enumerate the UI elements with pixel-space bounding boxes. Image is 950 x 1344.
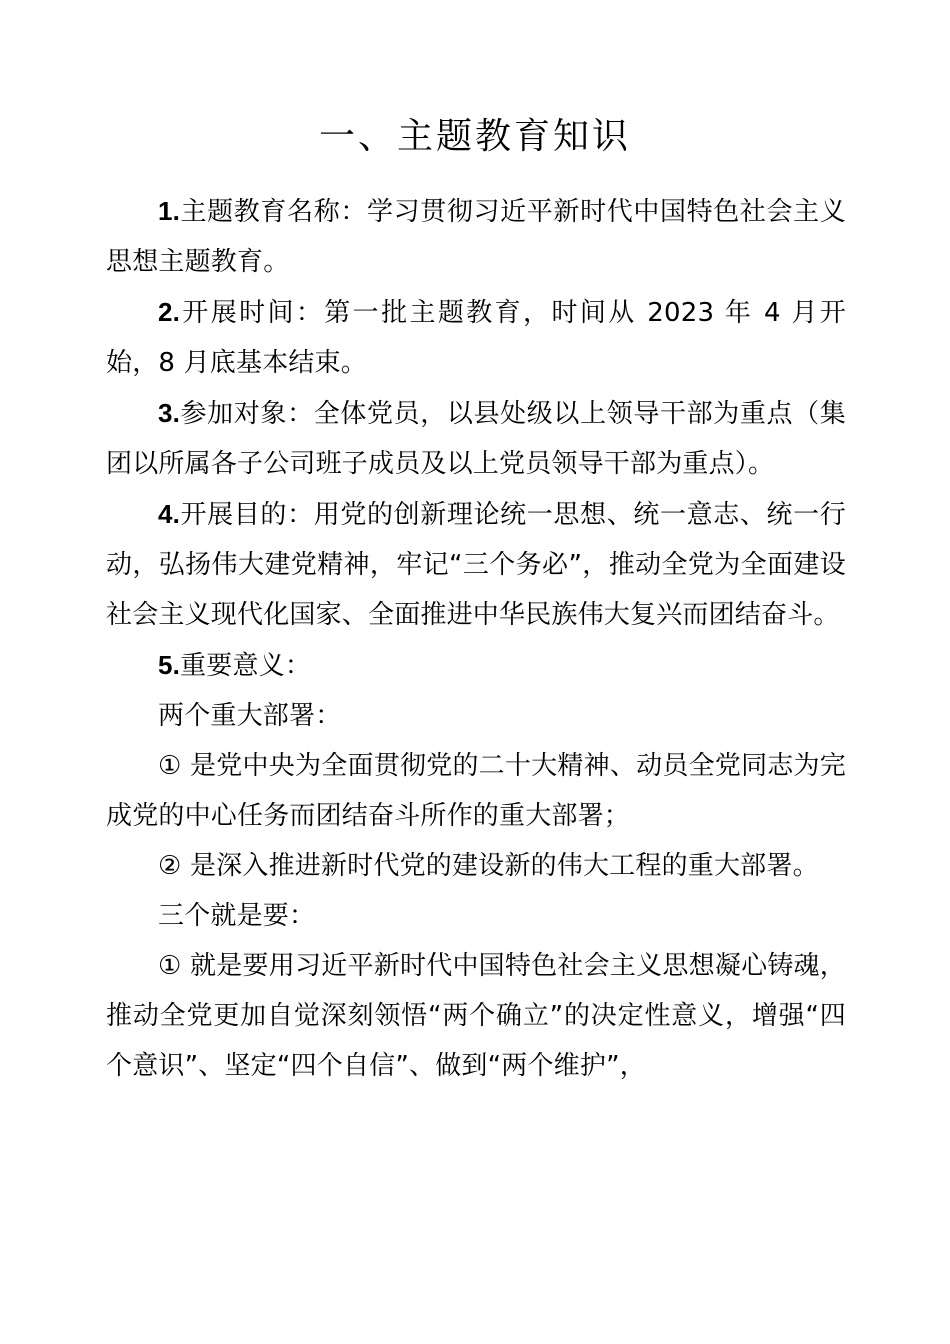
paragraph-number: 1.	[158, 196, 181, 226]
paragraph-text: ② 是深入推进新时代党的建设新的伟大工程的重大部署。	[158, 851, 819, 881]
paragraph-text: 重要意义：	[180, 651, 312, 681]
paragraph-text: 两个重大部署：	[158, 701, 342, 731]
paragraph-name	[106, 186, 846, 287]
paragraph-text: ① 就是要用习近平新时代中国特色社会主义思想凝心铸魂，推动全党更加自觉深刻领悟“两个确立”的决定性意义，增强“四个意识”、坚定“四个自信”、做到“两个维护”，	[106, 951, 846, 1081]
paragraph-two-deployments	[106, 691, 846, 741]
paragraph-significance	[106, 640, 846, 691]
paragraph-text: 开展时间：第一批主题教育，时间从 2023 年 4 月开始，8 月底基本结束。	[106, 298, 846, 378]
paragraph-text: 开展目的：用党的创新理论统一思想、统一意志、统一行动，弘扬伟大建党精神，牢记“三个务必”，推动全党为全面建设社会主义现代化国家、全面推进中华民族伟大复兴而团结奋斗。	[106, 500, 846, 630]
paragraph-must-1	[106, 941, 846, 1091]
paragraph-time	[106, 287, 846, 388]
paragraph-number: 2.	[158, 297, 181, 327]
paragraph-purpose	[106, 489, 846, 640]
paragraph-text: 三个就是要：	[158, 901, 316, 931]
paragraph-participants	[106, 388, 846, 489]
paragraph-three-musts	[106, 891, 846, 941]
paragraph-text: 主题教育名称：学习贯彻习近平新时代中国特色社会主义思想主题教育。	[106, 197, 846, 277]
document-body	[106, 186, 846, 1091]
paragraph-text: 参加对象：全体党员，以县处级以上领导干部为重点（集团以所属各子公司班子成员及以上党员领导干部为重点）。	[106, 399, 846, 479]
paragraph-number: 4.	[158, 499, 181, 529]
paragraph-number: 3.	[158, 398, 181, 428]
paragraph-number: 5.	[158, 650, 181, 680]
paragraph-deployment-1	[106, 741, 846, 841]
page-title: 一、主题教育知识	[318, 116, 631, 157]
paragraph-deployment-2	[106, 841, 846, 891]
paragraph-text: ① 是党中央为全面贯彻党的二十大精神、动员全党同志为完成党的中心任务而团结奋斗所作的重大部署；	[106, 751, 846, 831]
